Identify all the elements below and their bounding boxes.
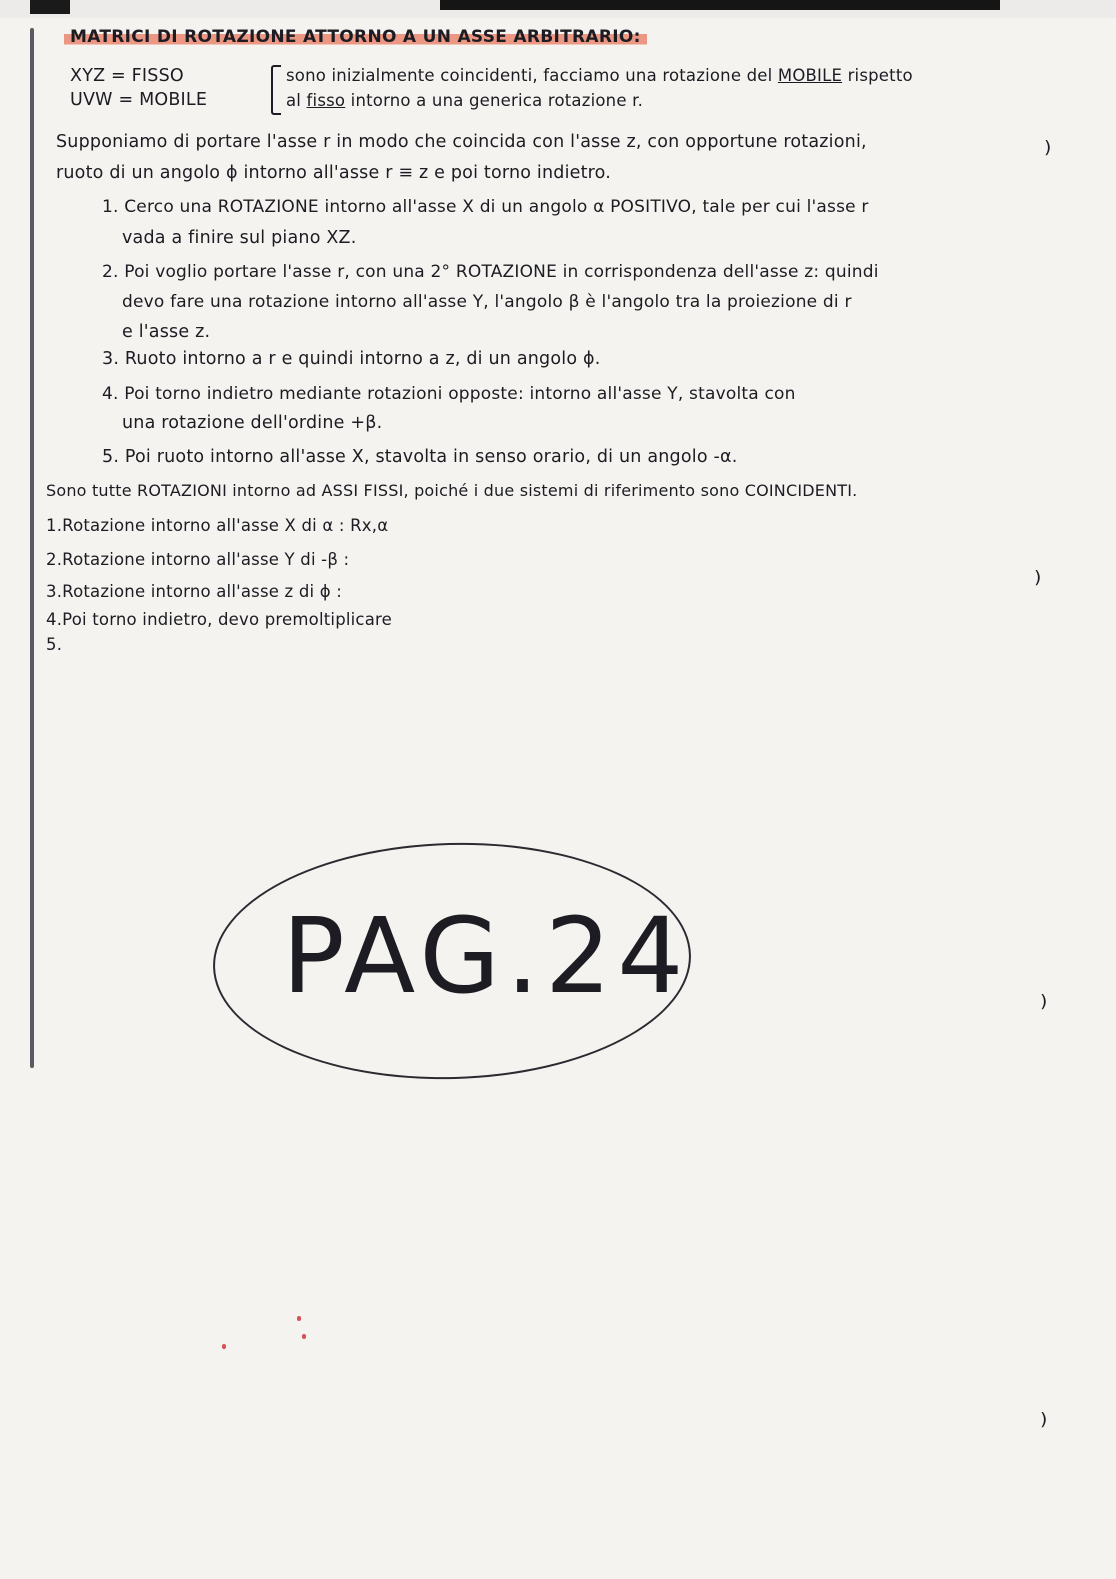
frame-mobile-label: UVW = MOBILE [70, 90, 208, 110]
step-2-line2: devo fare una rotazione intorno all'asse Y, l'angolo β è l'angolo tra la proiezione di r [122, 292, 852, 312]
margin-mark: ⁾ [1040, 1408, 1048, 1443]
margin-mark: ⁾ [1040, 990, 1048, 1025]
frames-brace [271, 65, 281, 115]
step-1-line2: vada a finire sul piano XZ. [122, 228, 357, 248]
binder-edge-left [30, 0, 70, 14]
frames-note-line1: sono inizialmente coincidenti, facciamo una rotazione del MOBILE rispetto [286, 66, 913, 85]
page-reference-label: PAG.24 [282, 895, 690, 1017]
rotation-1: 1.Rotazione intorno all'asse X di α : Rx,α [46, 516, 389, 535]
binder-edge-right [440, 0, 1000, 10]
margin-mark: ⁾ [1044, 136, 1052, 171]
page-margin-line [30, 28, 34, 1068]
ink-speck [222, 1344, 226, 1349]
page-title: MATRICI DI ROTAZIONE ATTORNO A UN ASSE ARBITRARIO: [64, 27, 647, 47]
frames-note-line2: al fisso intorno a una generica rotazione r. [286, 91, 644, 110]
step-5-line1: 5. Poi ruoto intorno all'asse X, stavolta in senso orario, di un angolo -α. [102, 447, 738, 467]
rotation-5: 5. [46, 635, 63, 654]
rotation-4: 4.Poi torno indietro, devo premoltiplicare [46, 610, 392, 629]
ink-speck [297, 1316, 301, 1321]
ink-speck [302, 1334, 306, 1339]
rotation-2: 2.Rotazione intorno all'asse Y di -β : [46, 550, 350, 569]
rotation-3: 3.Rotazione intorno all'asse z di ϕ : [46, 582, 343, 601]
step-3-line1: 3. Ruoto intorno a r e quindi intorno a z, di un angolo ϕ. [102, 349, 601, 369]
frame-fixed-label: XYZ = FISSO [70, 66, 184, 86]
fisso-underlined: fisso [306, 91, 346, 110]
intro-line1: Supponiamo di portare l'asse r in modo che coincida con l'asse z, con opportune rotazioni, [56, 132, 867, 152]
summary-line: Sono tutte ROTAZIONI intorno ad ASSI FISSI, poiché i due sistemi di riferimento sono COINCIDENTI. [46, 481, 858, 500]
step-2-line1: 2. Poi voglio portare l'asse r, con una 2° ROTAZIONE in corrispondenza dell'asse z: quindi [102, 262, 879, 282]
intro-line2: ruoto di un angolo ϕ intorno all'asse r ≡ z e poi torno indietro. [56, 163, 612, 183]
margin-mark: ⁾ [1034, 566, 1042, 601]
step-2-line3: e l'asse z. [122, 322, 211, 342]
step-4-line2: una rotazione dell'ordine +β. [122, 413, 383, 433]
step-4-line1: 4. Poi torno indietro mediante rotazioni opposte: intorno all'asse Y, stavolta con [102, 384, 796, 404]
step-1-line1: 1. Cerco una ROTAZIONE intorno all'asse X di un angolo α POSITIVO, tale per cui l'asse r [102, 197, 869, 217]
mobile-underlined: MOBILE [777, 66, 843, 85]
